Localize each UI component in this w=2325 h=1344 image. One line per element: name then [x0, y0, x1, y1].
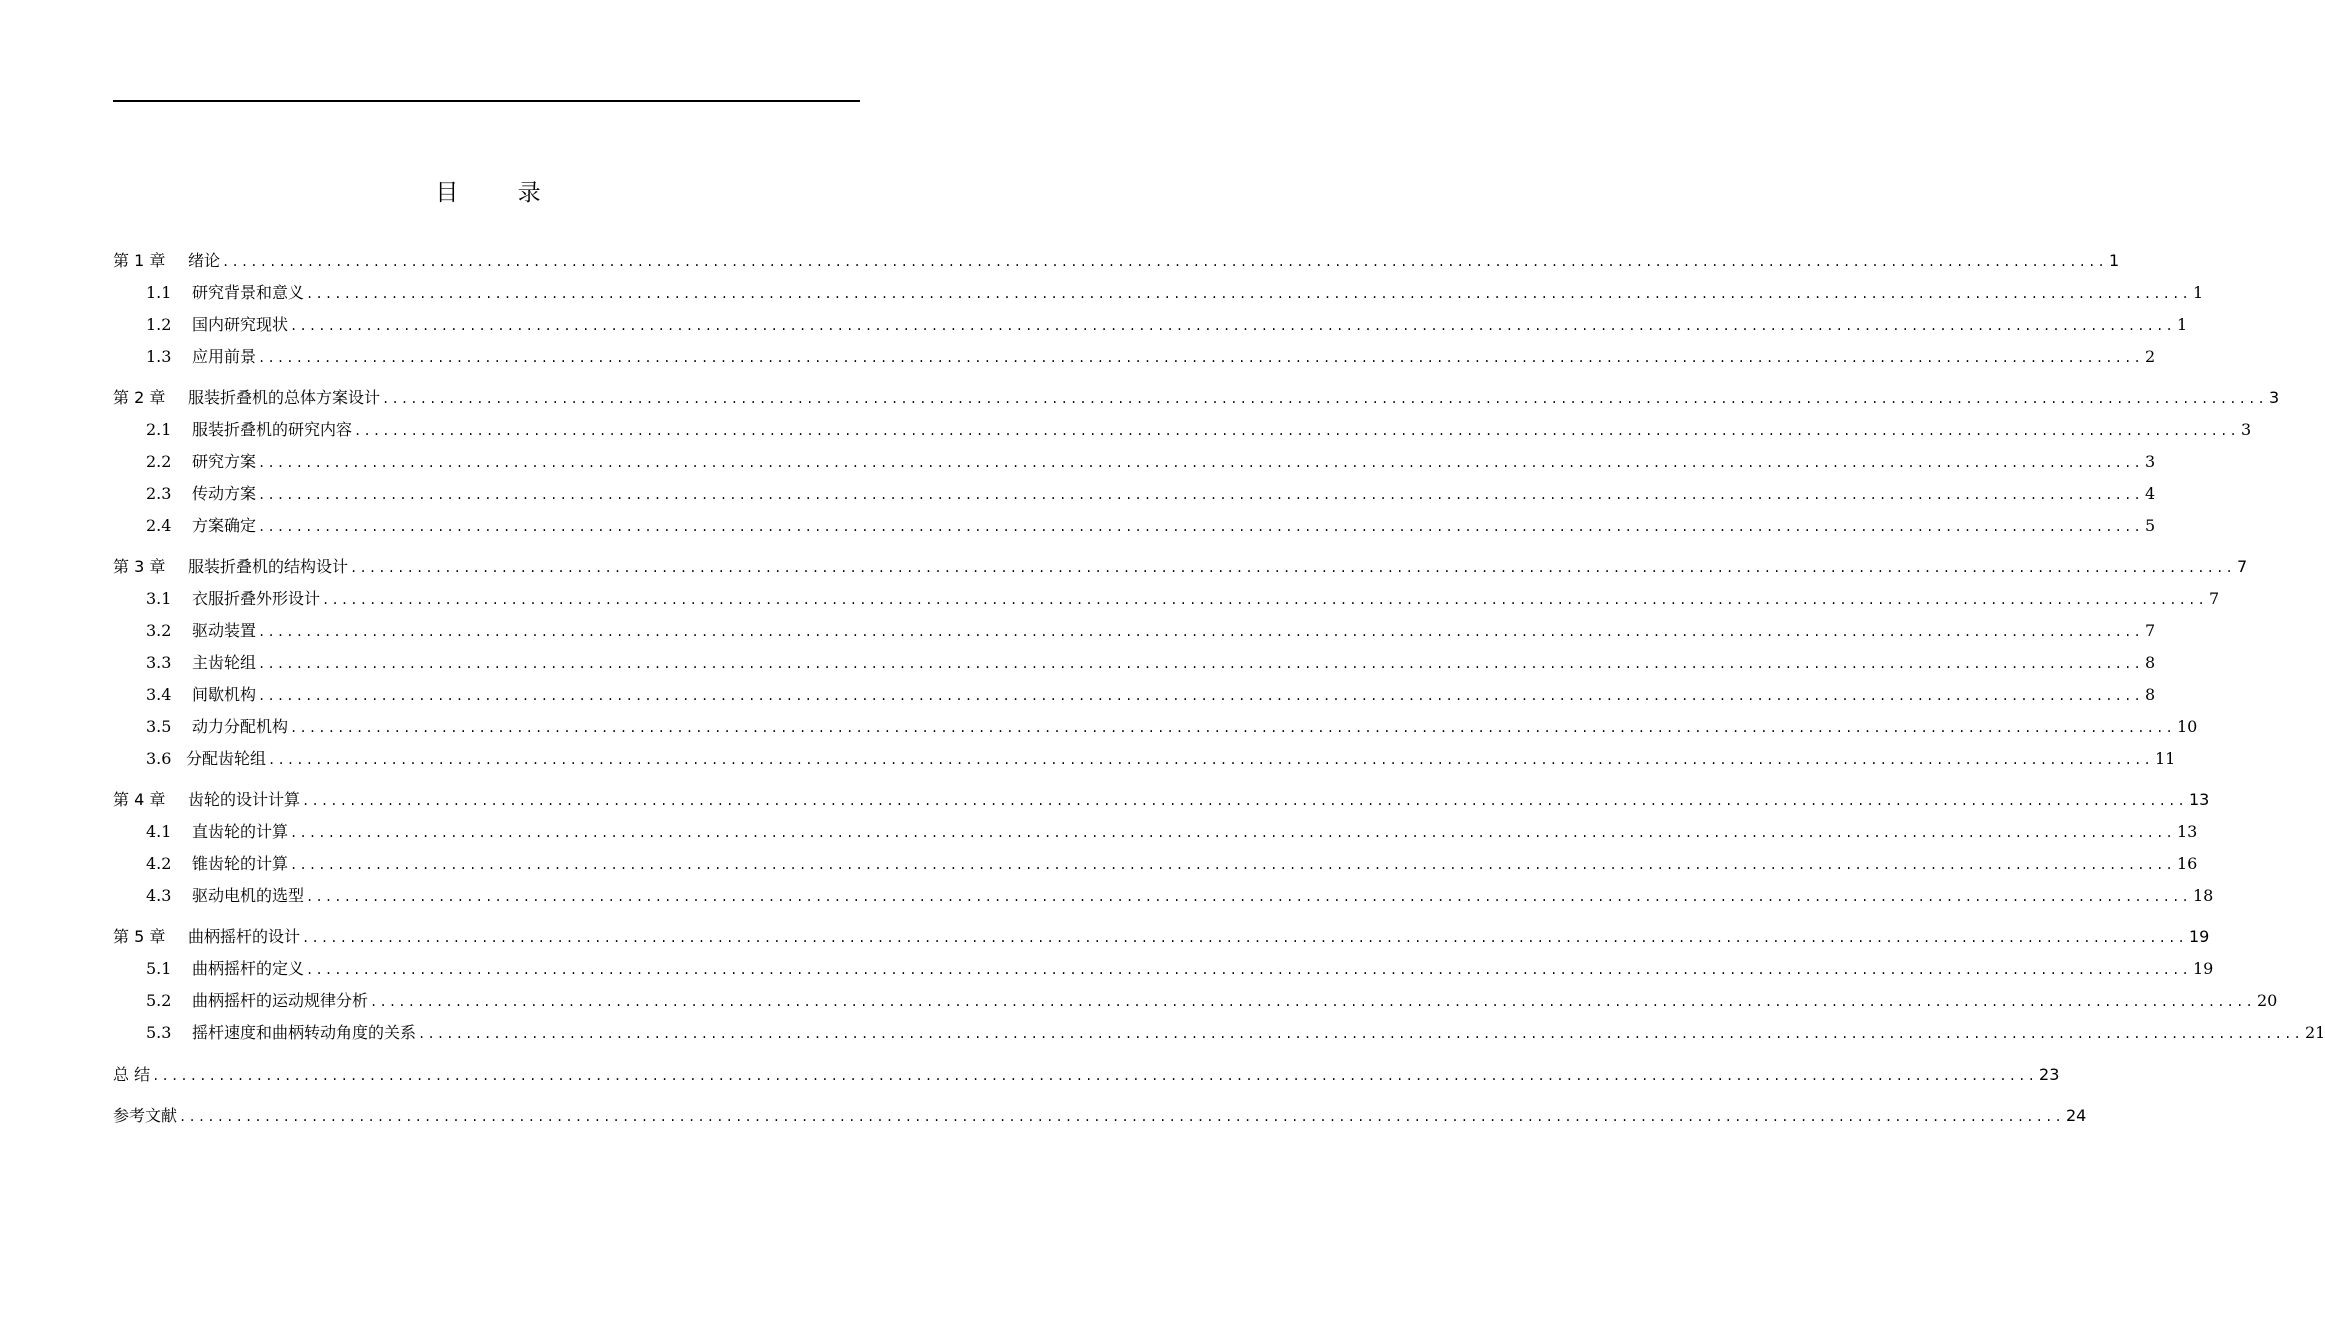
toc-page-number: 7	[2144, 621, 2156, 640]
toc-section-entry[interactable]	[113, 714, 2198, 738]
toc-page-number: 8	[2144, 653, 2156, 672]
toc-dot-leader: ........................................................................................................................................................................................................	[306, 287, 2191, 301]
toc-dot-leader: ........................................................................................................................................................................................................	[418, 1027, 2303, 1041]
toc-entry-number: 1.1	[146, 283, 172, 302]
toc-page-number: 19	[2192, 959, 2214, 978]
toc-entry-label: 国内研究现状	[192, 315, 289, 334]
toc-chapter-entry[interactable]	[113, 924, 2210, 948]
toc-entry-number: 3.6	[146, 749, 172, 768]
toc-page-number: 21	[2304, 1023, 2325, 1042]
toc-dot-leader: ........................................................................................................................................................................................................	[290, 826, 2175, 840]
toc-chapter-entry[interactable]	[113, 1062, 2060, 1086]
toc-entry-label: 锥齿轮的计算	[192, 854, 289, 873]
toc-page-number: 1	[2192, 283, 2204, 302]
toc-entry-number: 5.3	[146, 1023, 172, 1042]
toc-page-number: 4	[2144, 484, 2156, 503]
toc-entry-label: 主齿轮组	[192, 653, 257, 672]
toc-entry-number: 第 3 章	[113, 557, 166, 576]
toc-page-number: 23	[2039, 1065, 2060, 1084]
toc-dot-leader: ........................................................................................................................................................................................................	[258, 520, 2143, 534]
toc-entry-number: 第 5 章	[113, 927, 166, 946]
toc-dot-leader: ........................................................................................................................................................................................................	[290, 319, 2175, 333]
toc-page-number: 18	[2192, 886, 2214, 905]
toc-section-entry[interactable]	[113, 280, 2204, 304]
toc-dot-leader: ........................................................................................................................................................................................................	[370, 995, 2255, 1009]
toc-entry-label: 曲柄摇杆的设计	[188, 927, 301, 946]
toc-entry-number: 3.3	[146, 653, 172, 672]
toc-page-number: 20	[2256, 991, 2278, 1010]
toc-dot-leader: ........................................................................................................................................................................................................	[290, 721, 2175, 735]
toc-entry-label: 间歇机构	[192, 685, 257, 704]
toc-entry-label: 分配齿轮组	[186, 749, 267, 768]
toc-dot-leader: ........................................................................................................................................................................................................	[350, 561, 2235, 575]
toc-entry-label: 衣服折叠外形设计	[192, 589, 321, 608]
toc-dot-leader: ........................................................................................................................................................................................................	[152, 1069, 2038, 1083]
toc-section-entry[interactable]	[113, 513, 2156, 537]
toc-section-entry[interactable]	[113, 851, 2198, 875]
header-rule	[113, 100, 860, 102]
toc-page-number: 5	[2144, 516, 2156, 535]
toc-entry-label: 研究背景和意义	[192, 283, 305, 302]
toc-entry-label: 传动方案	[192, 484, 257, 503]
toc-entry-number: 第 1 章	[113, 251, 166, 270]
toc-dot-leader: ........................................................................................................................................................................................................	[268, 753, 2153, 767]
toc-dot-leader: ........................................................................................................................................................................................................	[258, 351, 2143, 365]
toc-entry-number: 第 2 章	[113, 388, 166, 407]
toc-section-entry[interactable]	[113, 344, 2156, 368]
toc-dot-leader: ........................................................................................................................................................................................................	[179, 1110, 2064, 1124]
toc-page-number: 1	[2176, 315, 2188, 334]
toc-entry-number: 2.3	[146, 484, 172, 503]
toc-page-number: 24	[2065, 1106, 2087, 1125]
toc-entry-label: 曲柄摇杆的定义	[192, 959, 305, 978]
toc-entry-label: 驱动装置	[192, 621, 257, 640]
toc-section-entry[interactable]	[113, 312, 2188, 336]
toc-entry-label: 总 结	[113, 1065, 151, 1084]
toc-page-number: 2	[2144, 347, 2156, 366]
toc-page-number: 16	[2176, 854, 2198, 873]
toc-section-entry[interactable]	[113, 449, 2156, 473]
toc-entry-label: 动力分配机构	[192, 717, 289, 736]
toc-section-entry[interactable]	[113, 1020, 2325, 1044]
toc-section-entry[interactable]	[113, 956, 2214, 980]
toc-dot-leader: ........................................................................................................................................................................................................	[354, 424, 2239, 438]
toc-entry-number: 2.4	[146, 516, 172, 535]
toc-dot-leader: ........................................................................................................................................................................................................	[258, 657, 2143, 671]
toc-entry-number: 3.2	[146, 621, 172, 640]
toc-dot-leader: ........................................................................................................................................................................................................	[290, 858, 2175, 872]
toc-page-number: 19	[2188, 927, 2210, 946]
toc-page-number: 13	[2188, 790, 2210, 809]
toc-chapter-entry[interactable]	[113, 385, 2280, 409]
toc-entry-label: 参考文献	[113, 1106, 178, 1125]
toc-entry-number: 5.2	[146, 991, 172, 1010]
toc-page-number: 3	[2240, 420, 2252, 439]
toc-entry-label: 绪论	[188, 251, 221, 270]
toc-dot-leader: ........................................................................................................................................................................................................	[258, 488, 2143, 502]
toc-chapter-entry[interactable]	[113, 248, 2120, 272]
toc-entry-label: 应用前景	[192, 347, 257, 366]
toc-entry-number: 3.5	[146, 717, 172, 736]
toc-entry-number: 3.4	[146, 685, 172, 704]
toc-entry-number: 2.2	[146, 452, 172, 471]
toc-page-number: 7	[2236, 557, 2248, 576]
toc-entry-label: 驱动电机的选型	[192, 886, 305, 905]
toc-dot-leader: ........................................................................................................................................................................................................	[258, 456, 2143, 470]
toc-entry-label: 服装折叠机的研究内容	[192, 420, 353, 439]
toc-entry-number: 3.1	[146, 589, 172, 608]
toc-page-number: 3	[2144, 452, 2156, 471]
toc-chapter-entry[interactable]	[113, 787, 2210, 811]
toc-entry-label: 直齿轮的计算	[192, 822, 289, 841]
toc-entry-number: 4.3	[146, 886, 172, 905]
toc-dot-leader: ........................................................................................................................................................................................................	[382, 392, 2267, 406]
toc-entry-label: 服装折叠机的总体方案设计	[188, 388, 381, 407]
toc-section-entry[interactable]	[113, 883, 2214, 907]
toc-page-number: 11	[2154, 749, 2176, 768]
toc-section-entry[interactable]	[113, 682, 2156, 706]
toc-entry-number: 5.1	[146, 959, 172, 978]
toc-page-number: 3	[2268, 388, 2280, 407]
toc-page-number: 10	[2176, 717, 2198, 736]
toc-page-number: 7	[2208, 589, 2220, 608]
toc-section-entry[interactable]	[113, 650, 2156, 674]
toc-section-entry[interactable]	[113, 618, 2156, 642]
toc-entry-number: 1.2	[146, 315, 172, 334]
toc-entry-label: 服装折叠机的结构设计	[188, 557, 349, 576]
toc-section-entry[interactable]	[113, 746, 2176, 770]
toc-dot-leader: ........................................................................................................................................................................................................	[306, 963, 2191, 977]
toc-dot-leader: ........................................................................................................................................................................................................	[222, 255, 2107, 269]
toc-title: 目 录	[435, 180, 567, 206]
toc-entry-label: 摇杆速度和曲柄转动角度的关系	[192, 1023, 417, 1042]
toc-page-number: 8	[2144, 685, 2156, 704]
toc-page-number: 1	[2108, 251, 2120, 270]
toc-entry-number: 2.1	[146, 420, 172, 439]
toc-entry-label: 齿轮的设计计算	[188, 790, 301, 809]
toc-dot-leader: ........................................................................................................................................................................................................	[302, 794, 2187, 808]
toc-entry-label: 研究方案	[192, 452, 257, 471]
toc-entry-number: 4.1	[146, 822, 172, 841]
toc-dot-leader: ........................................................................................................................................................................................................	[306, 890, 2191, 904]
toc-dot-leader: ........................................................................................................................................................................................................	[302, 931, 2187, 945]
toc-dot-leader: ........................................................................................................................................................................................................	[322, 593, 2207, 607]
toc-dot-leader: ........................................................................................................................................................................................................	[258, 625, 2143, 639]
toc-entry-label: 曲柄摇杆的运动规律分析	[192, 991, 369, 1010]
toc-page-number: 13	[2176, 822, 2198, 841]
toc-section-entry[interactable]	[113, 988, 2278, 1012]
toc-entry-number: 第 4 章	[113, 790, 166, 809]
toc-chapter-entry[interactable]	[113, 554, 2248, 578]
toc-section-entry[interactable]	[113, 586, 2220, 610]
toc-section-entry[interactable]	[113, 481, 2156, 505]
toc-entry-number: 1.3	[146, 347, 172, 366]
toc-section-entry[interactable]	[113, 417, 2252, 441]
toc-entry-number: 4.2	[146, 854, 172, 873]
toc-entry-label: 方案确定	[192, 516, 257, 535]
toc-section-entry[interactable]	[113, 819, 2198, 843]
toc-chapter-entry[interactable]	[113, 1103, 2087, 1127]
toc-dot-leader: ........................................................................................................................................................................................................	[258, 689, 2143, 703]
